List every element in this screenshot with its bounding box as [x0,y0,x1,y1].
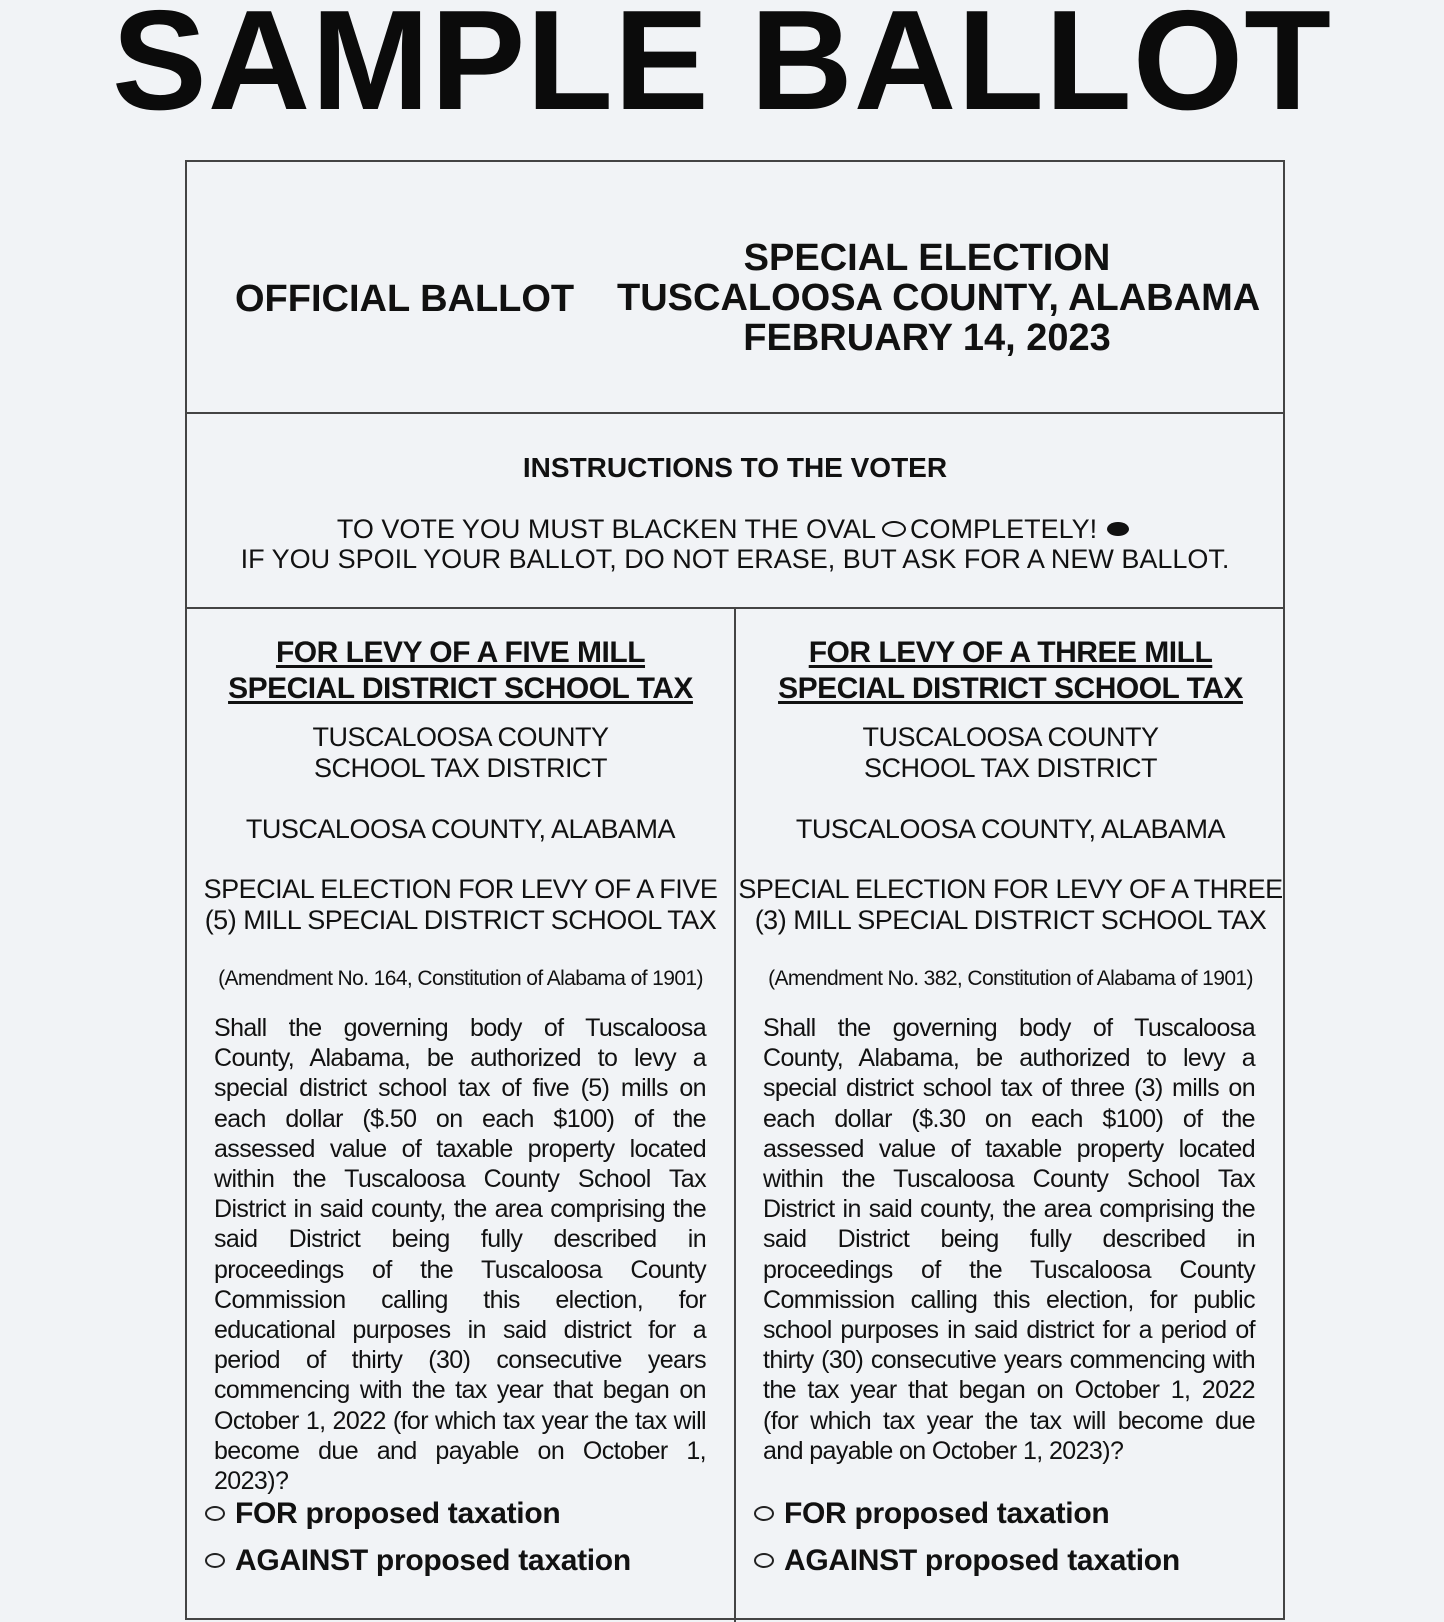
instructions-blacken-text: TO VOTE YOU MUST BLACKEN THE OVAL [336,514,877,544]
measure-district [736,722,1285,784]
instructions-line-2: IF YOU SPOIL YOUR BALLOT, DO NOT ERASE, BUT ASK FOR A NEW BALLOT. [240,544,1230,574]
measure-title-line-1: FOR LEVY OF A THREE MILL [808,636,1213,669]
measure-amendment: (Amendment No. 164, Constitution of Alabama of 1901) [218,967,703,990]
choice-against-three-mill[interactable] [754,1544,1180,1578]
measure-title [187,635,734,707]
measure-title-line-2: SPECIAL DISTRICT SCHOOL TAX [228,672,693,705]
measure-amendment: (Amendment No. 382, Constitution of Alabama of 1901) [768,967,1253,990]
election-info [617,237,1261,359]
measure-special-election [187,874,734,936]
vote-oval-icon[interactable] [754,1553,774,1568]
vote-oval-icon[interactable] [205,1506,225,1521]
ballot-measures [187,607,1283,1622]
instructions-completely-text: COMPLETELY! [910,514,1098,544]
measure-county: TUSCALOOSA COUNTY, ALABAMA [795,814,1226,844]
filled-oval-icon [1107,522,1129,536]
measure-three-mill [736,607,1285,1622]
special-line-2: (5) MILL SPECIAL DISTRICT SCHOOL TAX [204,905,717,935]
election-county: TUSCALOOSA COUNTY, ALABAMA [617,277,1261,319]
district-line-2: SCHOOL TAX DISTRICT [313,753,608,783]
official-ballot-label: OFFICIAL BALLOT [235,278,575,320]
choice-against-label: AGAINST proposed taxation [784,1544,1180,1577]
measure-title [736,635,1285,707]
district-line-1: TUSCALOOSA COUNTY [862,722,1159,752]
measure-county: TUSCALOOSA COUNTY, ALABAMA [245,814,676,844]
sample-ballot-title: SAMPLE BALLOT [112,0,1332,140]
measure-district [187,722,734,784]
choice-against-label: AGAINST proposed taxation [235,1544,631,1577]
district-line-2: SCHOOL TAX DISTRICT [863,753,1158,783]
special-line-1: SPECIAL ELECTION FOR LEVY OF A THREE [738,874,1283,904]
vote-oval-icon[interactable] [754,1506,774,1521]
election-date: FEBRUARY 14, 2023 [743,317,1111,359]
measure-title-line-1: FOR LEVY OF A FIVE MILL [275,636,646,669]
choice-for-three-mill[interactable] [754,1497,1109,1531]
instructions-line-1 [187,514,1283,545]
ballot-form [185,160,1285,1620]
empty-oval-icon [882,521,906,537]
election-type: SPECIAL ELECTION [743,237,1111,279]
voter-instructions [187,412,1283,609]
measure-question: Shall the governing body of Tuscaloosa County, Alabama, be authorized to levy a special district school tax of three (3) mills on each dollar ($.30 on each $100) of the assessed value of taxable property located within the Tuscaloosa County School Tax District in said county, the area comprising the said District being fully described in proceedings of the Tuscaloosa County Commission calling this election, for public school purposes in said district for a period of thirty (30) consecutive years commencing with the tax year that began on October 1, 2022 (for which tax year the tax will become due and payable on October 1, 2023)? [763,1014,1255,1465]
special-line-2: (3) MILL SPECIAL DISTRICT SCHOOL TAX [754,905,1267,935]
choice-for-label: FOR proposed taxation [235,1497,561,1530]
district-line-1: TUSCALOOSA COUNTY [312,722,609,752]
instructions-heading: INSTRUCTIONS TO THE VOTER [522,452,948,483]
choice-for-five-mill[interactable] [205,1497,560,1531]
measure-title-line-2: SPECIAL DISTRICT SCHOOL TAX [778,672,1243,705]
ballot-header [187,162,1283,414]
measure-special-election [736,874,1285,936]
measure-question: Shall the governing body of Tuscaloosa County, Alabama, be authorized to levy a special district school tax of five (5) mills on each dollar ($.50 on each $100) of the assessed value of taxable property located within the Tuscaloosa County School Tax District in said county, the area comprising the said District being fully described in proceedings of the Tuscaloosa County Commission calling this election, for educational purposes in said district for a period of thirty (30) consecutive years commencing with the tax year that began on October 1, 2022 (for which tax year the tax will become due and payable on October 1, 2023)? [214,1014,706,1496]
special-line-1: SPECIAL ELECTION FOR LEVY OF A FIVE [203,874,718,904]
choice-against-five-mill[interactable] [205,1544,631,1578]
choice-for-label: FOR proposed taxation [784,1497,1110,1530]
vote-oval-icon[interactable] [205,1553,225,1568]
measure-five-mill [187,607,736,1622]
